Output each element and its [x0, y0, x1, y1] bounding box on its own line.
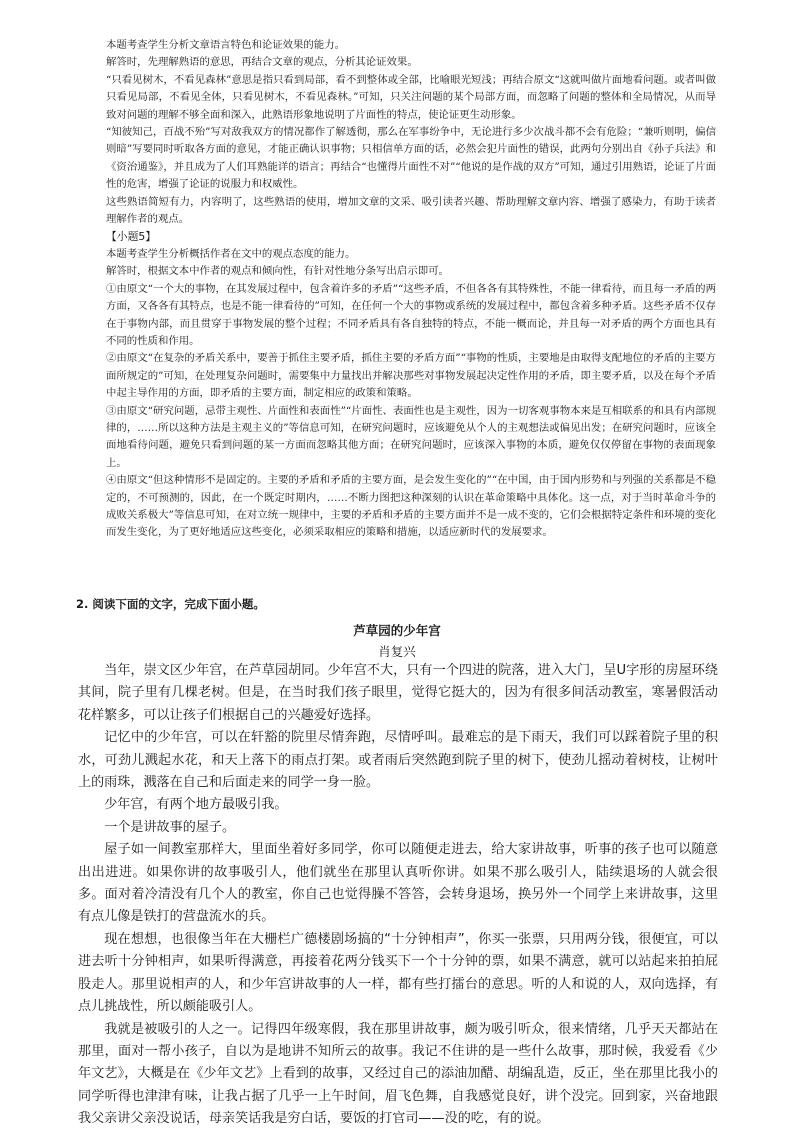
analysis-paragraph: “知彼知己，百战不殆”写对敌我双方的情况都作了解透彻，那么在军事纷争中，无论进行多少次战斗都不会有危险；“兼听则明，偏信则暗”写要同时听取各方面的意见，才能正确认识事物；只相信单方面的话，必然会犯片面性的错误，此两句分别出自《孙子兵法》和《资治通鉴》，并且成为了人们耳熟能详的语言；再结合“也懂得片面性不对”“他说的是作战的双方”可知，通过引用熟语，论证了片面性的危害，增强了论证的说服力和权威性。: [106, 126, 716, 191]
analysis-paragraph: 本题考查学生分析文章语言特色和论证效果的能力。: [106, 39, 345, 51]
analysis-paragraph: 本题考查学生分析概括作者在文中的观点态度的能力。: [106, 247, 356, 260]
analysis-paragraph: 解答时，先理解熟语的意思，再结合文章的观点，分析其论证效果。: [106, 56, 418, 69]
section-label: 【小题5】: [106, 230, 157, 244]
analysis-item: ③由原文“研究问题，忌带主观性、片面性和表面性”“片面性、表面性也是主观性，因为一切客观事物本来是互相联系的和具有内部规律的，……所以这种方法是主观主义的”等信息可知，在研究问题时，应该避免从个人的主观想法或偏见出发；在研究问题时，应该全面地看待问题，避免只看到问题的某一方面而忽略其他方面；在研究问题时，应该深入事物的本质，避免仅仅停留在事物的表面现象上。: [106, 404, 716, 469]
analysis-paragraph: “只看见树木，不看见森林”意思是指只看到局部，看不到整体或全部，比喻眼光短浅；再结合原文“这就叫做片面地看问题。或者叫做只看见局部，不看见全体，只看见树木，不看见森林。”可知，只关注问题的某个局部方面，而忽略了问题的整体和全局情况，从而导致对问题的理解不够全面和深入，此熟语形象地说明了片面性的特点，使论证更生动形象。: [106, 73, 716, 121]
article-paragraph: 一个是讲故事的屋子。: [104, 819, 236, 835]
article-paragraph: 少年宫，有两个地方最吸引我。: [104, 797, 288, 813]
article-title: 芦草园的少年宫: [353, 623, 441, 638]
analysis-paragraph: 这些熟语简短有力，内容明了，这些熟语的使用，增加文章的文采、吸引读者兴趣、帮助理解文章内容、增强了感染力，有助于读者理解作者的观点。: [106, 195, 716, 226]
article-author: 肖复兴: [378, 644, 416, 659]
article-paragraph: 现在想想，也很像当年在大栅栏广德楼剧场搞的“十分钟相声”，你买一张票，只用两分钱，很便宜，可以进去听十分钟相声，如果听得满意，再接着花两分钱买下一个十分钟的票，如果不满意，就可以站起来拍拍屁股走人。那里说相声的人，和少年宫讲故事的人一样，都有些打擂台的意思。听的人和说的人，双向选择，有点儿挑战性，所以颇能吸引人。: [78, 931, 718, 1015]
analysis-paragraph: 解答时，根据文本中作者的观点和倾向性，有针对性地分条写出启示即可。: [106, 265, 449, 278]
article-paragraph: 我就是被吸引的人之一。记得四年级寒假，我在那里讲故事，颇为吸引听众，很来情绪，几乎天天都站在那里，面对一帮小孩子，自以为是地讲不知所云的故事。我记不住讲的是一些什么故事，那时候，我爱看《少年文艺》，大概是在《少年文艺》上看到的故事，又经过自己的添油加醋、胡编乱造，反正，坐在那里比我小的同学听得也津津有味，让我占据了几乎一上午时间，眉飞色舞，自我感觉良好，讲个没完。回到家，兴奋地跟我父亲讲父亲没说话，母亲笑话我是穷白话，要饭的打官司——没的吃，有的说。: [78, 1021, 718, 1127]
analysis-item: ②由原文“在复杂的矛盾关系中，要善于抓住主要矛盾，抓住主要的矛盾方面”“事物的性质，主要地是由取得支配地位的矛盾的主要方面所规定的”可知，在处理复杂问题时，需要集中力量找出并解决那些对事物发展起决定性作用的矛盾，即主要矛盾，以及在每个矛盾中起主导作用的方面，即矛盾的主要方面，制定相应的政策和策略。: [106, 352, 716, 400]
question-label: 2. 阅读下面的文字，完成下面小题。: [76, 597, 265, 611]
article-paragraph: 当年，崇文区少年宫，在芦草园胡同。少年宫不大，只有一个四进的院落，进入大门，呈U字形的房屋环绕其间，院子里有几棵老树。但是，在当时我们孩子眼里，觉得它挺大的，因为有很多间活动教室，寒暑假活动花样繁多，可以让孩子们根据自己的兴趣爱好选择。: [78, 663, 718, 723]
article-paragraph: 屋子如一间教室那样大，里面坐着好多同学，你可以随便走进去，给大家讲故事，听事的孩子也可以随意出出进进。如果你讲的故事吸引人，他们就坐在那里认真听你讲。如果不那么吸引人，陆续退场的人就会很多。面对着冷清没有几个人的教室，你自己也觉得臊不答答，会转身退场，换另外一个同学上来讲故事，这里有点儿像是铁打的营盘流水的兵。: [78, 842, 718, 925]
analysis-item: ①由原文“一个大的事物，在其发展过程中，包含着许多的矛盾”“这些矛盾，不但各各有其特殊性，不能一律看待，而且每一矛盾的两方面，又各各有其特点，也是不能一律看待的”可知，在任何一个大的事物或系统的发展过程中，都包含着多种矛盾。这些矛盾不仅存在于事物内部，而且贯穿于事物发展的整个过程；不同矛盾具有各自独特的特点，不能一概而论，并且每一对矛盾的两个方面也具有不同的性质和作用。: [106, 282, 716, 347]
answer-analysis: [106, 37, 716, 542]
analysis-item: ④由原文“但这种情形不是固定的。主要的矛盾和矛盾的主要方面，是会发生变化的”“在中国，由于国内形势和与列强的关系都是不稳定的，不可预测的，因此，在一个既定时期内，……不断力图把这种深刻的认识在革命策略中具体化。这一点，对于当时革命斗争的成败关系极大”等信息可知，在对立统一规律中，主要的矛盾和矛盾的主要方面并不是一成不变的，它们会根据特定条件和环境的变化而发生变化，为了更好地适应这些变化，必须采取相应的策略和措施，以适应新时代的发展要求。: [106, 474, 716, 539]
article-paragraph: 记忆中的少年宫，可以在轩豁的院里尽情奔跑，尽情呼叫。最难忘的是下雨天，我们可以踩着院子里的积水，可劲儿溅起水花，和天上落下的雨点打架。或者雨后突然跑到院子里的树下，使劲儿摇动着树枝，让树叶上的雨珠，溅落在自己和后面走来的同学一身一脸。: [78, 730, 718, 791]
article-body: [78, 660, 718, 1131]
